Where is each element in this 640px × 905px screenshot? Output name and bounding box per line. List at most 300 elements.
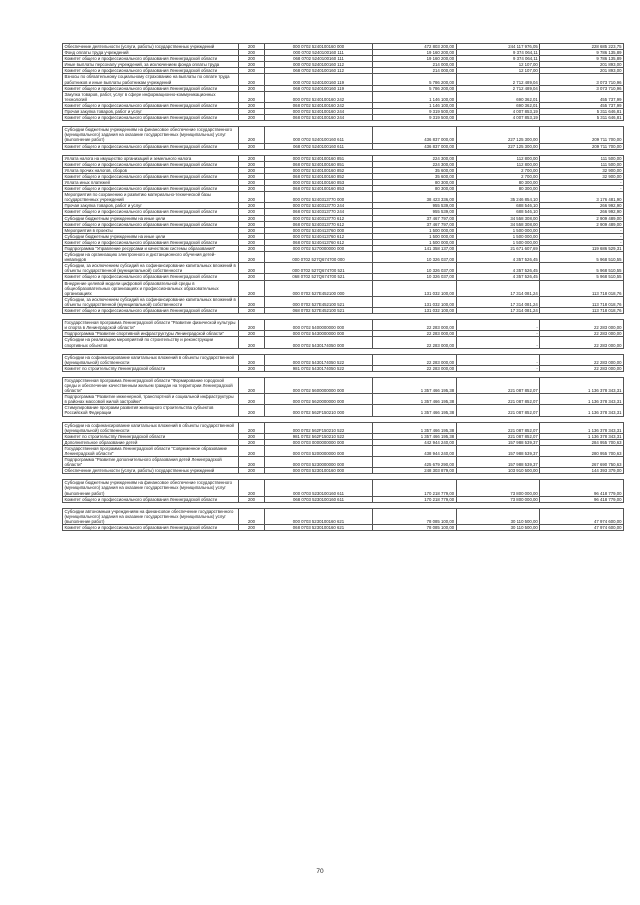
row-approved: 1 357 466 195,38: [373, 405, 457, 416]
row-executed: 157 988 539,37: [456, 445, 540, 456]
row-unexecuted: -: [540, 179, 624, 185]
row-executed: -: [456, 365, 540, 371]
row-name: Взносы по обязательному социальному страхованию на выплаты по оплате труда работников и иные выплаты работникам учреждений: [63, 74, 239, 85]
budget-sheet: [62, 43, 624, 531]
row-classification: 000 0702 5240413760 000: [265, 227, 373, 233]
row-unexecuted: 5 968 510,55: [540, 263, 624, 274]
row-name: Комитет общего и профессионального образования Ленинградской области: [63, 115, 239, 121]
row-classification: 000 0702 5240100160 853: [265, 179, 373, 185]
row-name: Государственная программа Ленинградской области "Развитие физической культуры и спорта в Ленинградской области": [63, 320, 239, 331]
row-executed: 690 362,01: [456, 91, 540, 102]
row-executed: -: [456, 331, 540, 337]
row-executed: 30 110 500,00: [456, 508, 540, 524]
row-classification: 000 0702 5240100160 242: [265, 91, 373, 102]
row-executed: 2 712 489,04: [456, 74, 540, 85]
row-approved: 1 500 000,00: [373, 227, 457, 233]
row-code: 200: [239, 365, 265, 371]
row-unexecuted: -: [540, 239, 624, 245]
row-code: 200: [239, 296, 265, 307]
row-unexecuted: 111 500,00: [540, 155, 624, 161]
row-executed: 9 374 064,11: [456, 56, 540, 62]
row-unexecuted: 96 418 779,00: [540, 496, 624, 502]
row-code: 200: [239, 480, 265, 496]
row-code: 200: [239, 161, 265, 167]
row-code: 200: [239, 433, 265, 439]
row-unexecuted: -: [540, 186, 624, 192]
table-row: [63, 508, 624, 524]
row-name: Комитет общего и профессионального образования Ленинградской области: [63, 525, 239, 531]
row-code: 200: [239, 457, 265, 468]
row-code: 200: [239, 525, 265, 531]
row-approved: 1 146 100,00: [373, 102, 457, 108]
table-body: [63, 44, 624, 531]
row-executed: 1 500 000,00: [456, 233, 540, 239]
row-approved: 10 326 037,00: [373, 252, 457, 263]
row-name: Уплата прочих налогов, сборов: [63, 167, 239, 173]
row-unexecuted: 1 136 378 343,31: [540, 433, 624, 439]
row-code: 200: [239, 44, 265, 50]
row-code: 200: [239, 252, 265, 263]
row-approved: 438 944 240,00: [373, 445, 457, 456]
row-classification: 000 0702 5270000000 000: [265, 246, 373, 252]
row-code: 200: [239, 354, 265, 365]
row-code: 200: [239, 102, 265, 108]
row-name: Уплата иных платежей: [63, 179, 239, 185]
row-code: 200: [239, 308, 265, 314]
row-name: Мероприятия по сохранению и развитию материально-технической базы государственных учреждений: [63, 192, 239, 203]
row-code: 200: [239, 115, 265, 121]
row-approved: 9 319 500,00: [373, 115, 457, 121]
row-name: Дополнительное образование детей: [63, 439, 239, 445]
row-unexecuted: 22 283 000,00: [540, 331, 624, 337]
row-unexecuted: 32 900,00: [540, 173, 624, 179]
row-code: 200: [239, 109, 265, 115]
row-classification: 068 0702 5240100160 851: [265, 161, 373, 167]
row-unexecuted: -: [540, 227, 624, 233]
row-unexecuted: 113 718 018,76: [540, 296, 624, 307]
row-approved: 1 357 466 195,38: [373, 394, 457, 405]
row-classification: 000 0702 5430174050 000: [265, 337, 373, 348]
row-code: 200: [239, 85, 265, 91]
row-approved: 1 500 000,00: [373, 239, 457, 245]
row-name: Субсидии на софинансирование капитальных вложений в объекты государственной (муниципальной) собственности: [63, 354, 239, 365]
row-approved: 37 467 797,00: [373, 221, 457, 227]
row-name: Комитет общего и профессионального образования Ленинградской области: [63, 56, 239, 62]
row-unexecuted: 1 136 378 343,31: [540, 405, 624, 416]
row-classification: 000 0702 5620000000 000: [265, 394, 373, 405]
row-name: Комитет общего и профессионального образования Ленинградской области: [63, 239, 239, 245]
row-executed: 12 107,00: [456, 68, 540, 74]
row-code: 200: [239, 179, 265, 185]
row-approved: 131 032 100,00: [373, 296, 457, 307]
row-code: 200: [239, 405, 265, 416]
row-name: Комитет общего и профессионального образования Ленинградской области: [63, 221, 239, 227]
row-classification: 000 0702 527Q674700 000: [265, 252, 373, 263]
row-classification: 000 0702 527E452100 521: [265, 296, 373, 307]
row-classification: 000 0702 5430174050 522: [265, 354, 373, 365]
row-approved: 35 600,00: [373, 167, 457, 173]
row-name: Комитет общего и профессионального образования Ленинградской области: [63, 274, 239, 280]
row-unexecuted: 3 073 710,96: [540, 74, 624, 85]
row-code: 200: [239, 215, 265, 221]
row-executed: 221 087 852,07: [456, 394, 540, 405]
table-row: [63, 91, 624, 102]
row-classification: 000 0702 527E452100 000: [265, 280, 373, 296]
row-classification: 068 0702 5240100160 242: [265, 102, 373, 108]
page-number: 70: [316, 868, 324, 875]
row-name: Подпрограмма "Развитие дополнительного образования детей Ленинградской области": [63, 457, 239, 468]
row-code: 200: [239, 209, 265, 215]
row-approved: 1 500 000,00: [373, 233, 457, 239]
row-approved: 10 326 037,00: [373, 274, 457, 280]
row-classification: 000 0702 562F150210 000: [265, 405, 373, 416]
row-code: 200: [239, 143, 265, 149]
row-executed: 30 110 500,00: [456, 525, 540, 531]
row-executed: 35 246 854,10: [456, 192, 540, 203]
row-name: Подпрограмма "Развитие инженерной, транспортной и социальной инфраструктуры в районах массовой жилой застройки": [63, 394, 239, 405]
row-code: 200: [239, 167, 265, 173]
row-name: Фонд оплаты труда учреждений: [63, 50, 239, 56]
row-approved: 19 160 200,00: [373, 50, 457, 56]
row-executed: 244 117 976,05: [456, 44, 540, 50]
row-approved: 5 786 200,00: [373, 74, 457, 85]
row-unexecuted: 9 786 135,89: [540, 50, 624, 56]
row-approved: 5 786 200,00: [373, 85, 457, 91]
row-classification: 068 0703 5230100160 611: [265, 496, 373, 502]
table-row: [63, 337, 624, 348]
row-name: Мероприятия в проекты: [63, 227, 239, 233]
row-code: 200: [239, 239, 265, 245]
row-name: Комитет общего и профессионального образования Ленинградской области: [63, 102, 239, 108]
row-name: Комитет по строительству Ленинградской области: [63, 433, 239, 439]
table-row: [63, 354, 624, 365]
row-unexecuted: -: [540, 233, 624, 239]
row-classification: 068 0702 5240313770 244: [265, 209, 373, 215]
row-executed: 2 700,00: [456, 173, 540, 179]
row-code: 200: [239, 186, 265, 192]
row-unexecuted: 228 685 223,75: [540, 44, 624, 50]
row-executed: -: [456, 320, 540, 331]
row-name: Субсидии, за исключением субсидий на софинансирование капитальных вложений в объекты государственной (муниципальной) собственности: [63, 296, 239, 307]
row-code: 200: [239, 377, 265, 393]
row-approved: 442 944 240,00: [373, 439, 457, 445]
row-code: 200: [239, 263, 265, 274]
row-name: Государственная программа Ленинградской области "Современное образование Ленинградской области": [63, 445, 239, 456]
row-name: Субсидии бюджетным учреждениям на иные цели: [63, 215, 239, 221]
row-name: Подпрограмма "Управление ресурсами и качеством системы образования": [63, 246, 239, 252]
row-unexecuted: 144 393 379,00: [540, 468, 624, 474]
row-unexecuted: 22 283 000,00: [540, 354, 624, 365]
table-row: [63, 422, 624, 433]
row-name: Обеспечение деятельности (услуги, работы) государственных учреждений: [63, 44, 239, 50]
row-approved: 248 303 879,00: [373, 468, 457, 474]
row-unexecuted: 3 073 710,96: [540, 85, 624, 91]
row-approved: 955 539,00: [373, 209, 457, 215]
row-unexecuted: 266 992,90: [540, 209, 624, 215]
row-code: 200: [239, 274, 265, 280]
row-executed: 80 300,00: [456, 186, 540, 192]
row-approved: 22 283 000,00: [373, 320, 457, 331]
table-row: [63, 457, 624, 468]
row-executed: 4 357 526,45: [456, 263, 540, 274]
row-executed: 21 671 607,69: [456, 246, 540, 252]
row-executed: 34 558 308,00: [456, 221, 540, 227]
row-executed: 4 357 526,45: [456, 252, 540, 263]
table-row: [63, 127, 624, 143]
row-code: 200: [239, 496, 265, 502]
row-name: Комитет общего и профессионального образования Ленинградской области: [63, 68, 239, 74]
row-approved: 1 357 466 195,38: [373, 377, 457, 393]
row-approved: 1 357 466 195,38: [373, 433, 457, 439]
row-classification: 000 0702 5240100160 611: [265, 127, 373, 143]
row-executed: 690 362,01: [456, 102, 540, 108]
row-unexecuted: 284 955 700,63: [540, 439, 624, 445]
table-row: [63, 296, 624, 307]
row-unexecuted: 1 136 378 343,31: [540, 394, 624, 405]
row-executed: 1 500 000,00: [456, 227, 540, 233]
row-unexecuted: 209 711 700,00: [540, 143, 624, 149]
row-code: 200: [239, 221, 265, 227]
table-row: [63, 74, 624, 85]
row-name: Прочая закупка товаров, работ и услуг: [63, 109, 239, 115]
row-unexecuted: 1 136 378 343,31: [540, 377, 624, 393]
row-unexecuted: 119 686 529,31: [540, 246, 624, 252]
row-executed: 688 546,10: [456, 203, 540, 209]
row-code: 200: [239, 203, 265, 209]
row-unexecuted: 22 283 000,00: [540, 365, 624, 371]
row-executed: -: [456, 337, 540, 348]
row-classification: 000 0702 5240413760 612: [265, 233, 373, 239]
row-approved: 38 423 336,00: [373, 192, 457, 203]
row-executed: 1 500 000,00: [456, 239, 540, 245]
row-unexecuted: 280 955 700,63: [540, 445, 624, 456]
row-unexecuted: 266 992,90: [540, 203, 624, 209]
row-classification: 068 0702 5240100160 112: [265, 68, 373, 74]
row-name: Субсидии на софинансирование капитальных вложений в объекты государственной (муниципальной) собственности: [63, 422, 239, 433]
row-code: 200: [239, 445, 265, 456]
row-unexecuted: 267 690 750,63: [540, 457, 624, 468]
row-classification: 000 0702 5240100160 111: [265, 50, 373, 56]
row-approved: 170 218 779,00: [373, 480, 457, 496]
row-name: Комитет общего и профессионального образования Ленинградской области: [63, 186, 239, 192]
row-approved: 80 300,00: [373, 186, 457, 192]
row-code: 200: [239, 155, 265, 161]
row-executed: 2 712 489,04: [456, 85, 540, 91]
table-row: [63, 525, 624, 531]
row-unexecuted: 1 136 378 343,31: [540, 422, 624, 433]
row-executed: 12 107,00: [456, 62, 540, 68]
budget-execution-table: [62, 43, 624, 531]
row-approved: 78 085 100,00: [373, 508, 457, 524]
row-unexecuted: 22 283 000,00: [540, 337, 624, 348]
row-unexecuted: 2 909 489,00: [540, 221, 624, 227]
row-unexecuted: 32 900,00: [540, 167, 624, 173]
row-unexecuted: 209 711 700,00: [540, 127, 624, 143]
row-code: 200: [239, 320, 265, 331]
row-approved: 170 218 779,00: [373, 496, 457, 502]
row-classification: 000 0702 5240313770 000: [265, 192, 373, 203]
row-executed: 227 125 300,00: [456, 127, 540, 143]
table-row: [63, 405, 624, 416]
row-approved: 955 539,00: [373, 203, 457, 209]
row-approved: 224 300,00: [373, 155, 457, 161]
row-name: Комитет общего и профессионального образования Ленинградской области: [63, 143, 239, 149]
row-unexecuted: 47 974 600,00: [540, 508, 624, 524]
row-classification: 000 0702 5400000000 000: [265, 320, 373, 331]
row-code: 200: [239, 422, 265, 433]
row-name: Внедрение целевой модели цифровой образовательной среды в общеобразовательных организациях и профессиональных образовательных организациях: [63, 280, 239, 296]
row-code: 200: [239, 331, 265, 337]
row-executed: 34 558 308,00: [456, 215, 540, 221]
row-classification: 068 0702 527Q674700 521: [265, 274, 373, 280]
row-unexecuted: 113 718 018,76: [540, 280, 624, 296]
row-approved: 214 000,00: [373, 68, 457, 74]
row-code: 200: [239, 468, 265, 474]
row-classification: 000 0702 5240100160 852: [265, 167, 373, 173]
row-classification: 981 0702 5430174050 522: [265, 365, 373, 371]
row-name: Государственная программа Ленинградской области "Формирование городской среды и обеспечение качественным жильем граждан на территории Ленинградской области": [63, 377, 239, 393]
table-row: [63, 252, 624, 263]
row-code: 200: [239, 173, 265, 179]
row-code: 200: [239, 127, 265, 143]
row-code: 200: [239, 227, 265, 233]
row-classification: 000 0702 5600000000 000: [265, 377, 373, 393]
row-approved: 22 283 000,00: [373, 331, 457, 337]
row-executed: 2 700,00: [456, 167, 540, 173]
row-executed: 4 007 853,19: [456, 115, 540, 121]
row-classification: 068 0702 5240413760 612: [265, 239, 373, 245]
row-classification: 068 0702 5240100160 611: [265, 143, 373, 149]
row-classification: 000 0702 5240100160 851: [265, 155, 373, 161]
row-executed: 17 314 081,24: [456, 280, 540, 296]
table-row: [63, 192, 624, 203]
row-name: Иные выплаты персоналу учреждений, за исключением фонда оплаты труда: [63, 62, 239, 68]
row-classification: 000 0702 5240100160 119: [265, 74, 373, 85]
row-name: Прочая закупка товаров, работ и услуг: [63, 203, 239, 209]
row-code: 200: [239, 280, 265, 296]
row-classification: 068 0703 5230100160 621: [265, 525, 373, 531]
row-name: Субсидии на реализацию мероприятий по строительству и реконструкции спортивных объектов: [63, 337, 239, 348]
row-code: 200: [239, 74, 265, 85]
row-approved: 35 600,00: [373, 173, 457, 179]
row-executed: 221 087 852,07: [456, 377, 540, 393]
row-name: Комитет общего и профессионального образования Ленинградской области: [63, 85, 239, 91]
row-executed: 9 374 064,11: [456, 50, 540, 56]
row-unexecuted: 47 974 600,00: [540, 525, 624, 531]
row-executed: 4 357 526,45: [456, 274, 540, 280]
row-approved: 9 319 500,00: [373, 109, 457, 115]
row-code: 200: [239, 50, 265, 56]
row-unexecuted: 113 718 018,76: [540, 308, 624, 314]
row-name: Субсидии, за исключением субсидий на софинансирование капитальных вложений в объекты государственной (муниципальной) собственности: [63, 263, 239, 274]
table-row: [63, 445, 624, 456]
row-approved: 131 032 100,00: [373, 280, 457, 296]
row-approved: 10 326 037,00: [373, 263, 457, 274]
table-row: [63, 263, 624, 274]
row-approved: 1 357 466 195,38: [373, 422, 457, 433]
row-executed: 221 087 852,07: [456, 422, 540, 433]
row-code: 200: [239, 394, 265, 405]
row-classification: 000 0702 5240100160 000: [265, 44, 373, 50]
row-unexecuted: 5 311 646,81: [540, 109, 624, 115]
row-unexecuted: 5 968 510,55: [540, 274, 624, 280]
row-name: Комитет общего и профессионального образования Ленинградской области: [63, 161, 239, 167]
row-classification: 000 0703 5230100160 000: [265, 468, 373, 474]
row-unexecuted: 111 500,00: [540, 161, 624, 167]
row-unexecuted: 201 893,00: [540, 68, 624, 74]
row-executed: 80 300,00: [456, 179, 540, 185]
row-classification: 068 0702 5240100160 111: [265, 56, 373, 62]
row-name: Комитет общего и профессионального образования Ленинградской области: [63, 496, 239, 502]
row-executed: 17 314 081,24: [456, 296, 540, 307]
row-name: Стимулирование программ развития жилищного строительства субъектов Российской Федерации: [63, 405, 239, 416]
row-classification: 000 0703 5200000000 000: [265, 445, 373, 456]
row-code: 200: [239, 246, 265, 252]
row-code: 200: [239, 508, 265, 524]
row-name: Субсидии на организацию электронного и дистанционного обучения детей-инвалидов: [63, 252, 239, 263]
row-executed: 157 988 539,37: [456, 457, 540, 468]
row-executed: 221 087 852,07: [456, 405, 540, 416]
row-classification: 068 0702 5240100160 852: [265, 173, 373, 179]
row-code: 200: [239, 192, 265, 203]
row-code: 200: [239, 91, 265, 102]
row-approved: 141 358 137,00: [373, 246, 457, 252]
row-name: Субсидии бюджетным учреждениям на финансовое обеспечение государственного (муниципального) задания на оказание государственных (муниципальных) услуг (выполнение работ): [63, 480, 239, 496]
row-classification: 000 0703 5230100160 611: [265, 480, 373, 496]
row-code: 200: [239, 62, 265, 68]
row-approved: 22 283 000,00: [373, 337, 457, 348]
row-executed: 112 800,00: [456, 161, 540, 167]
row-approved: 131 032 100,00: [373, 308, 457, 314]
row-unexecuted: 3 176 481,90: [540, 192, 624, 203]
row-unexecuted: 5 311 646,81: [540, 115, 624, 121]
row-unexecuted: 9 786 135,89: [540, 56, 624, 62]
row-unexecuted: 96 418 779,00: [540, 480, 624, 496]
row-approved: 1 146 100,00: [373, 91, 457, 102]
row-approved: 80 300,00: [373, 179, 457, 185]
row-approved: 19 160 200,00: [373, 56, 457, 62]
row-approved: 425 679 290,00: [373, 457, 457, 468]
row-classification: 000 0703 5230000000 000: [265, 457, 373, 468]
row-approved: 37 467 797,00: [373, 215, 457, 221]
row-name: Комитет по строительству Ленинградской области: [63, 365, 239, 371]
row-name: Субсидии автономным учреждениям на финансовое обеспечение государственного (муниципального) задания на оказание государственных (муниципальных) услуг (выполнение работ): [63, 508, 239, 524]
row-classification: 000 0702 5240100160 244: [265, 109, 373, 115]
row-classification: 068 0702 5240313770 612: [265, 221, 373, 227]
table-row: [63, 280, 624, 296]
row-classification: 068 0702 5240100160 853: [265, 186, 373, 192]
row-executed: 4 007 853,19: [456, 109, 540, 115]
row-unexecuted: 455 737,99: [540, 102, 624, 108]
row-classification: 000 0702 5240313770 244: [265, 203, 373, 209]
row-executed: 157 988 539,37: [456, 439, 540, 445]
row-unexecuted: 201 893,00: [540, 62, 624, 68]
table-row: [63, 377, 624, 393]
row-name: Комитет общего и профессионального образования Ленинградской области: [63, 209, 239, 215]
row-executed: 73 800 000,00: [456, 480, 540, 496]
row-unexecuted: 22 283 000,00: [540, 320, 624, 331]
row-classification: 000 0703 0000000000 000: [265, 439, 373, 445]
row-classification: 068 0702 5240100160 119: [265, 85, 373, 91]
row-code: 200: [239, 439, 265, 445]
table-row: [63, 394, 624, 405]
row-executed: 73 800 000,00: [456, 496, 540, 502]
table-row: [63, 320, 624, 331]
row-classification: 000 0702 562F150210 522: [265, 422, 373, 433]
row-approved: 436 837 000,00: [373, 143, 457, 149]
row-unexecuted: 2 909 489,00: [540, 215, 624, 221]
row-executed: 227 125 300,00: [456, 143, 540, 149]
